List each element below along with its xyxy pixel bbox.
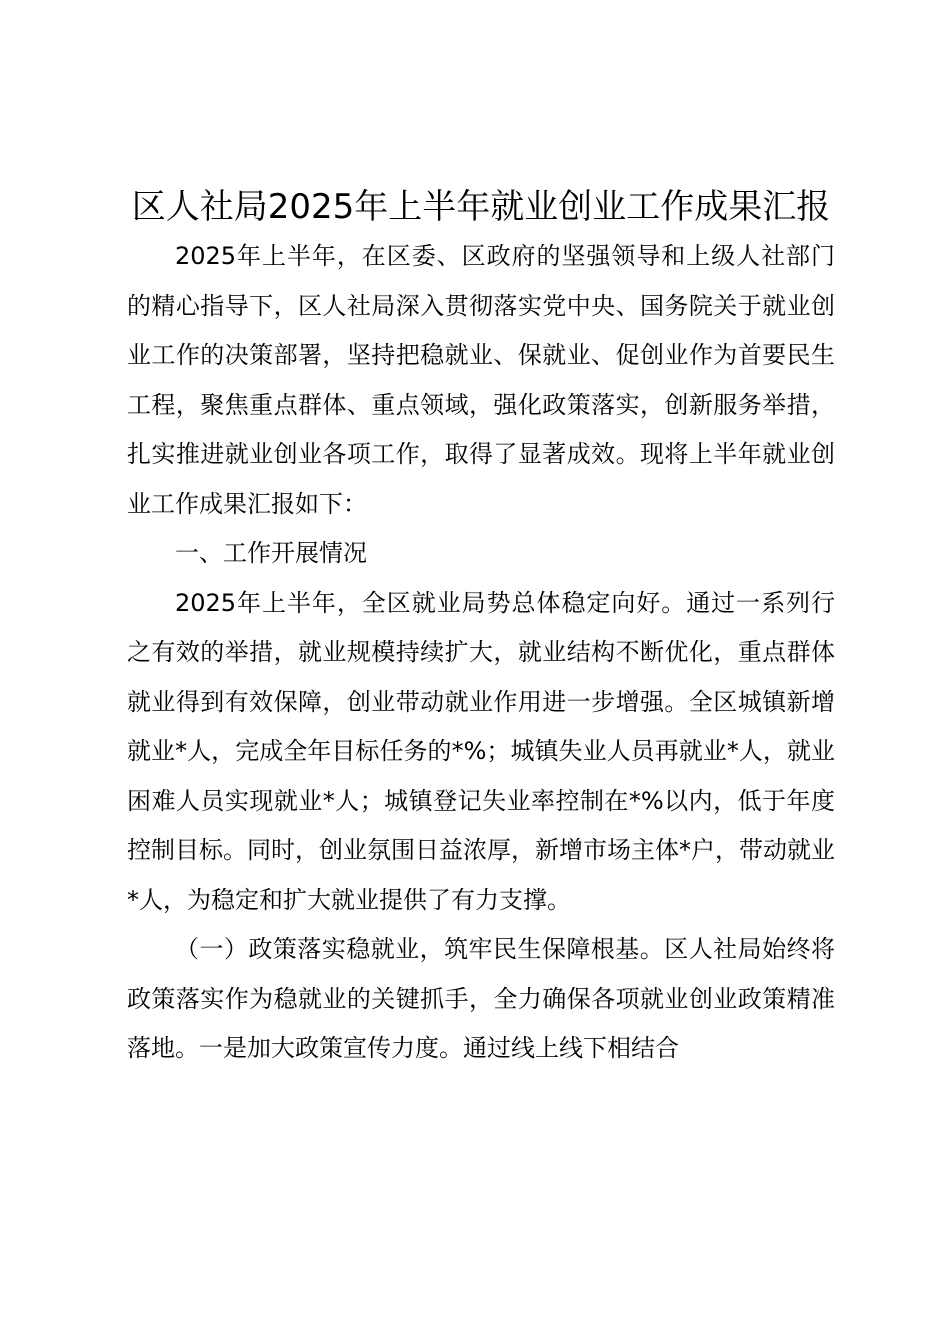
section-heading: 一、工作开展情况: [175, 539, 367, 567]
policy-paragraph: （一）政策落实稳就业，筑牢民生保障根基。区人社局始终将政策落实作为稳就业的关键抓手，全力确保各项就业创业政策精准落地。一是加大政策宣传力度。通过线上线下相结合: [127, 935, 835, 1062]
document-title: 区人社局2025年上半年就业创业工作成果汇报: [131, 187, 831, 227]
intro-paragraph: 2025年上半年，在区委、区政府的坚强领导和上级人社部门的精心指导下，区人社局深入贯彻落实党中央、国务院关于就业创业工作的决策部署，坚持把稳就业、保就业、促创业作为首要民生工程，聚焦重点群体、重点领域，强化政策落实，创新服务举措，扎实推进就业创业各项工作，取得了显著成效。现将上半年就业创业工作成果汇报如下：: [127, 242, 835, 518]
document-page: [127, 182, 835, 1074]
overview-paragraph: 2025年上半年，全区就业局势总体稳定向好。通过一系列行之有效的举措，就业规模持续扩大，就业结构不断优化，重点群体就业得到有效保障，创业带动就业作用进一步增强。全区城镇新增就业*人，完成全年目标任务的*%；城镇失业人员再就业*人，就业困难人员实现就业*人；城镇登记失业率控制在*%以内，低于年度控制目标。同时，创业氛围日益浓厚，新增市场主体*户，带动就业*人，为稳定和扩大就业提供了有力支撑。: [127, 588, 835, 914]
